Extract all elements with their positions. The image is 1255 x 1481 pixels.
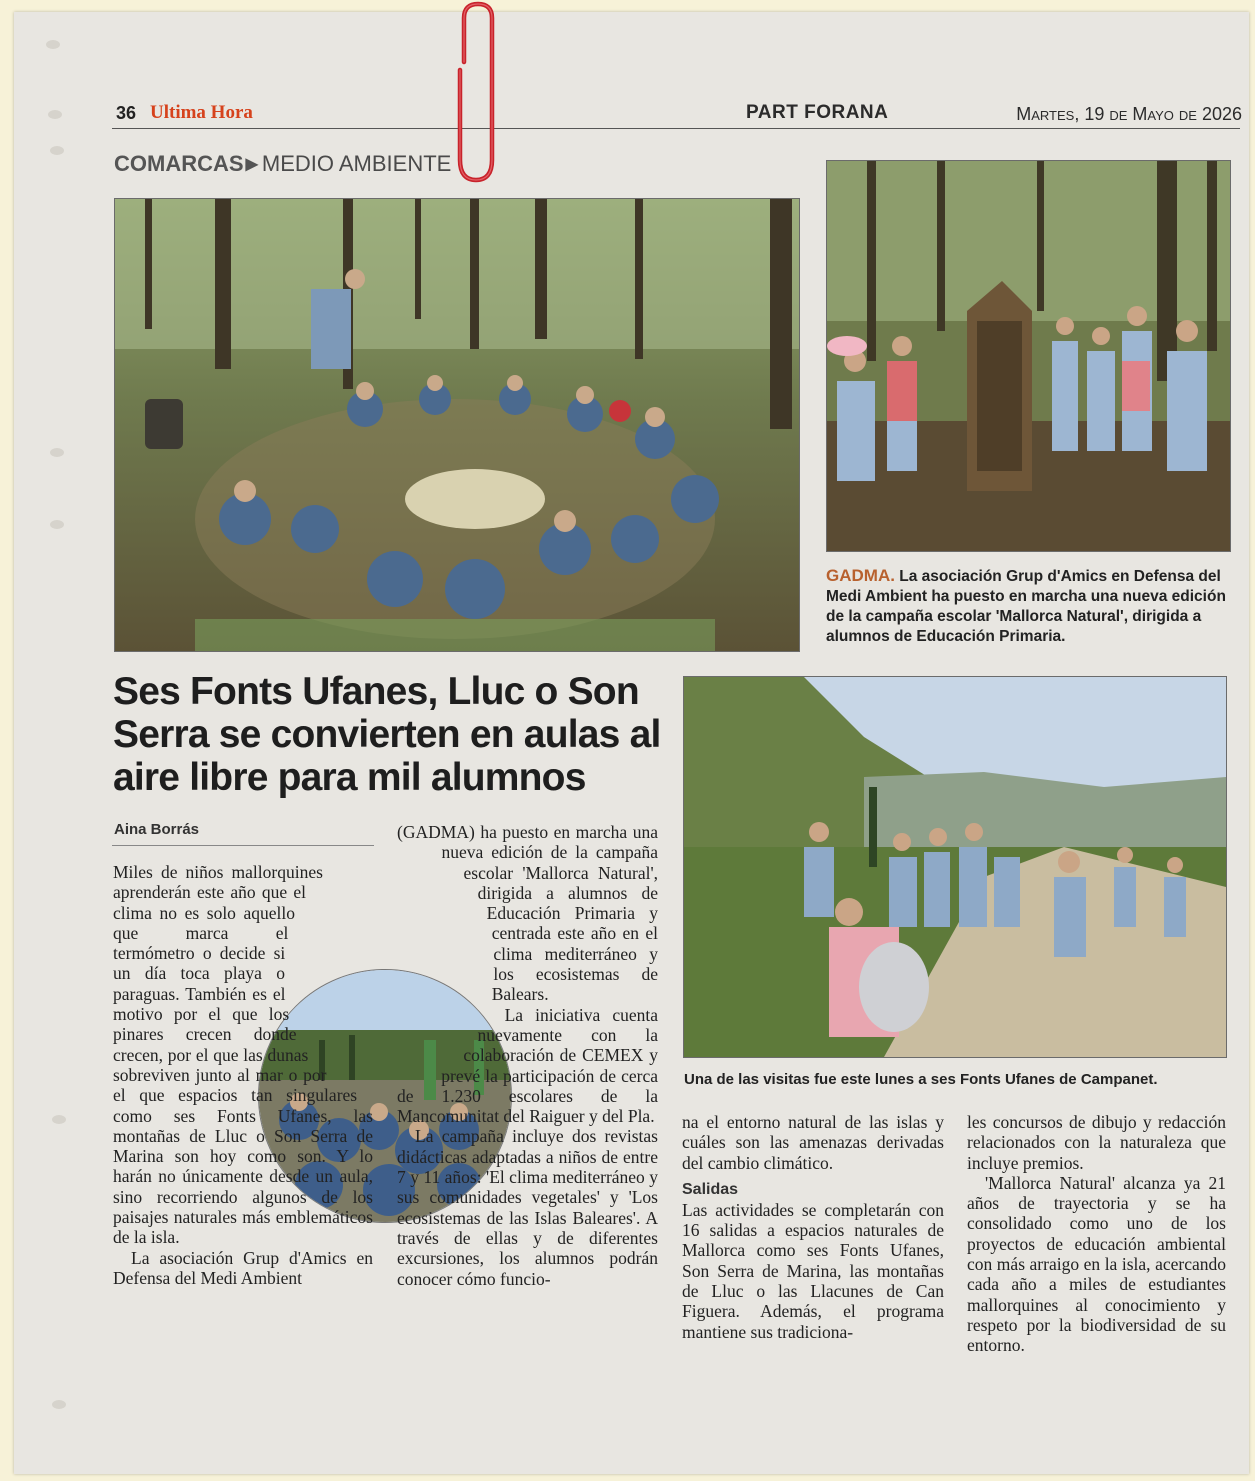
margin-mark <box>48 110 62 119</box>
page-number: 36 <box>116 103 137 123</box>
issue-date: Martes, 19 de Mayo de 2026 <box>1016 104 1242 124</box>
paragraph: 'Mallorca Natural' alcanza ya 21 años de trayectoria y se ha consolidado como uno de los proyectos de educación ambiental con más arraigo en la isla, acercando cada año a miles de estudiantes mallorquines al conocimiento y respeto por la biodiversidad de su entorno. <box>967 1172 1226 1356</box>
rubric-section: COMARCAS <box>114 151 244 176</box>
paragraph: (GADMA) ha puesto en marcha una nueva edición de la campaña escolar 'Mallorca Natural', dirigida a alumnos de Educación Primaria y centrada este año en el clima mediterráneo y los ecosistemas de Balears. <box>397 822 658 1005</box>
article-column-1 <box>113 862 373 1288</box>
paragraph: Las actividades se completarán con 16 salidas a espacios naturales de Mallorca como ses Fonts Ufanes, Son Serra de Marina, las montañas de Lluc o las Llacunes de Can Figuera. Además, el programa mantiene sus tradiciona- <box>682 1199 944 1342</box>
photo-hike-fonts-ufanes <box>683 676 1227 1058</box>
caption-lead: GADMA. <box>826 566 895 585</box>
article-column-2 <box>397 822 658 1289</box>
section-rubric <box>114 151 451 177</box>
margin-mark <box>52 1400 66 1409</box>
section-name: PART FORANA <box>746 102 889 123</box>
margin-mark <box>50 520 64 529</box>
paragraph: Miles de niños mallorquines aprenderán este año que el clima no es solo aquello que marca el termómetro o decide si un día toca playa o paraguas. También es el motivo por el que los pinares crecen donde crecen, por el que las dunas sobreviven junto al mar o por el que espacios tan singulares como ses Fonts Ufanes, las montañas de Lluc o Son Serra de Marina son hoy como son. Y lo harán no únicamente desde un aula, sino recorriendo algunos de los paisajes naturales más emblemáticos de la isla. <box>113 862 373 1248</box>
article-column-3 <box>682 1112 944 1342</box>
paragraph: La campaña incluye dos revistas didácticas adaptadas a niños de entre 7 y 11 años: 'El clima mediterráneo y sus comunidades vegetales' y 'Los ecosistemas de las Islas Baleares'. A través de ellas y de diferentes excursiones, los alumnos podrán conocer cómo funcio- <box>397 1126 658 1289</box>
photo-caption-top <box>826 566 1236 647</box>
article-headline: Ses Fonts Ufanes, Lluc o Son Serra se convierten en aulas al aire libre para mil alumnos <box>113 670 661 799</box>
paragraph: La iniciativa cuenta nuevamente con la colaboración de CEMEX y prevé la participación de cerca de 1.230 escolares de la Mancomunitat del Raiguer y del Pla. <box>397 1004 658 1127</box>
publication-name: Ultima Hora <box>150 102 253 123</box>
article-byline: Aina Borrás <box>114 821 200 838</box>
paragraph: na el entorno natural de las islas y cuáles son las amenazas derivadas del cambio climático. <box>682 1112 944 1173</box>
margin-mark <box>46 40 60 49</box>
margin-mark <box>52 1115 66 1124</box>
photo-group-insect-hotel <box>826 160 1231 552</box>
subheading-salidas: Salidas <box>682 1180 739 1198</box>
caption-text: La asociación Grup d'Amics en Defensa del Medi Ambient ha puesto en marcha una nueva edición de la campaña escolar 'Mallorca Natural', dirigida a alumnos de Educación Primaria. <box>826 568 1226 645</box>
margin-mark <box>50 448 64 457</box>
photo-caption-bottom: Una de las visitas fue este lunes a ses Fonts Ufanes de Campanet. <box>684 1071 1158 1088</box>
paragraph: La asociación Grup d'Amics en Defensa del Medi Ambient <box>113 1247 373 1288</box>
paragraph: les concursos de dibujo y redacción relacionados con la naturaleza que incluye premios. <box>967 1112 1226 1173</box>
photo-forest-workshop <box>114 198 800 652</box>
byline-rule <box>112 845 374 846</box>
article-column-4 <box>967 1112 1226 1356</box>
triangle-right-icon: ▶ <box>245 156 258 173</box>
header-rule <box>112 128 1240 129</box>
paperclip-icon <box>448 0 508 190</box>
margin-mark <box>50 146 64 155</box>
rubric-subsection: MEDIO AMBIENTE <box>261 151 452 176</box>
